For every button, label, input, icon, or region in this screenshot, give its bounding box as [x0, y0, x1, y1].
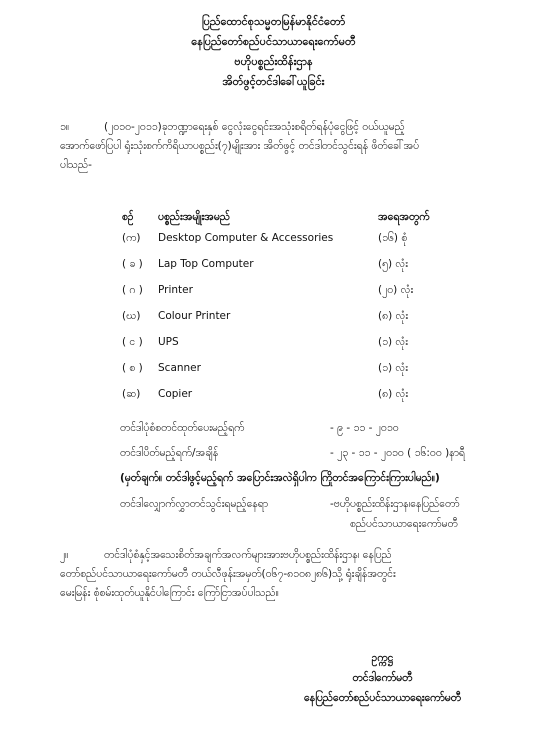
paragraph-1-line-1: (၂၀၁၀-၂၀၁၁)ခုဘဏ္ဍာရေးနှစ် ငွေလုံးငွေရင်းအသုံးစရိတ်ရန်ပုံငွေဖြင့် ဝယ်ယူမည့် — [104, 121, 405, 133]
row-qty: (၅) လုံး — [378, 258, 408, 270]
header-line-1: ပြည်ထောင်စုသမ္မတမြန်မာနိုင်ငံတော် — [201, 15, 346, 28]
item-table — [0, 232, 547, 414]
signature-organization: နေပြည်တော်စည်ပင်သာယာရေးကော်မတီ — [303, 692, 461, 704]
table-row — [0, 258, 547, 284]
row-item: Lap Top Computer — [158, 258, 254, 270]
paragraph-1-number: ၁။ — [60, 121, 70, 133]
paragraph-2-line-3: မေးမြန်း စုံစမ်းထုတ်ယူနိုင်ပါကြောင်း ကြော်ငြာအပ်ပါသည်။ — [60, 587, 279, 599]
paragraph-1-line-2: အောက်ဖော်ပြပါ ရုံးသုံးစက်ကိရိယာပစ္စည်း(၇)မျိုးအား အိတ်ဖွင့် တင်ဒါတင်သွင်းရန် ဖိတ်ခေါ်အပ် — [60, 140, 420, 152]
row-no: (ဃ) — [122, 310, 141, 322]
closing-date-value: - ၂၃ - ၁၁ - ၂၀၁၀ ( ၁၆:၀၀ )နာရီ — [330, 447, 465, 459]
paragraph-2 — [60, 546, 515, 603]
table-row — [0, 310, 547, 336]
row-qty: (၈) လုံး — [378, 310, 409, 322]
row-item: UPS — [158, 336, 179, 348]
signature-title: ဥက္ကဋ္ဌ — [371, 652, 394, 664]
row-qty: (၂၀) လုံး — [378, 284, 414, 296]
signature-block — [304, 648, 461, 708]
row-qty: (၁) လုံး — [378, 336, 408, 348]
table-row — [0, 284, 547, 310]
header-line-2: နေပြည်တော်စည်ပင်သာယာရေးကော်မတီ — [191, 35, 356, 48]
row-no: (ဆ) — [122, 388, 141, 400]
table-row — [0, 232, 547, 258]
row-item: Desktop Computer & Accessories — [158, 232, 334, 244]
paragraph-1 — [60, 118, 515, 175]
row-qty: (၁၆) စုံ — [378, 232, 408, 244]
table-row — [0, 362, 547, 388]
submission-place-label: တင်ဒါလျှောက်လွှာတင်သွင်းရမည့်နေရာ — [120, 498, 269, 510]
row-no: ( စ ) — [122, 362, 143, 374]
submission-place-value-1: -ဗဟိုပစ္စည်းထိန်းဌာန၊နေပြည်တော် — [330, 498, 460, 510]
paragraph-2-line-2: တော်စည်ပင်သာယာရေးကော်မတီ တယ်လီဖုန်းအမှတ်(၀၆၇-၈၁၀၈၂၈၆)သို့ ရုံးချိန်အတွင်း — [60, 568, 396, 580]
paragraph-1-line-3: ပါသည်- — [60, 159, 92, 171]
table-row — [0, 388, 547, 414]
row-item: Copier — [158, 388, 193, 400]
notice-title: အိတ်ဖွင့်တင်ဒါခေါ်ယူခြင်း — [222, 75, 325, 88]
sale-date-value: - ၉ - ၁၁ - ၂၀၁၀ — [330, 422, 399, 434]
row-qty: (၁) လုံး — [378, 362, 408, 374]
table-row — [0, 336, 547, 362]
signature-committee: တင်ဒါကော်မတီ — [352, 672, 413, 684]
remark-note: (မှတ်ချက်။ တင်ဒါဖွင့်မည့်ရက် အပြောင်းအလဲရှိပါက ကြိုတင်အကြောင်းကြားပါမည်။) — [120, 472, 440, 484]
header-item: ပစ္စည်းအမျိုးအမည် — [158, 211, 230, 223]
row-no: ( ဂ ) — [122, 284, 143, 296]
row-qty: (၈) လုံး — [378, 388, 409, 400]
submission-place-value-2: စည်ပင်သာယာရေးကော်မတီ — [350, 518, 458, 530]
row-item: Scanner — [158, 362, 201, 374]
row-item: Colour Printer — [158, 310, 231, 322]
header-line-3: ဗဟိုပစ္စည်းထိန်းဌာန — [234, 55, 313, 68]
closing-date-label: တင်ဒါပိတ်မည့်ရက်/အချိန် — [120, 447, 219, 459]
row-no: ( ခ ) — [122, 258, 143, 270]
header-no: စဉ် — [122, 211, 134, 223]
header-qty: အရေအတွက် — [378, 211, 430, 223]
row-no: (က) — [122, 232, 141, 244]
paragraph-2-number: ၂။ — [60, 549, 69, 561]
sale-date-label: တင်ဒါပုံစံစတင်ထုတ်ပေးမည့်ရက် — [120, 422, 245, 434]
row-item: Printer — [158, 284, 193, 296]
notice-header — [0, 12, 547, 92]
paragraph-2-line-1: တင်ဒါပုံစံနှင့်အသေးစိတ်အချက်အလက်များအားဗဟိုပစ္စည်းထိန်းဌာန၊ နေပြည် — [104, 549, 392, 561]
row-no: ( င ) — [122, 336, 143, 348]
